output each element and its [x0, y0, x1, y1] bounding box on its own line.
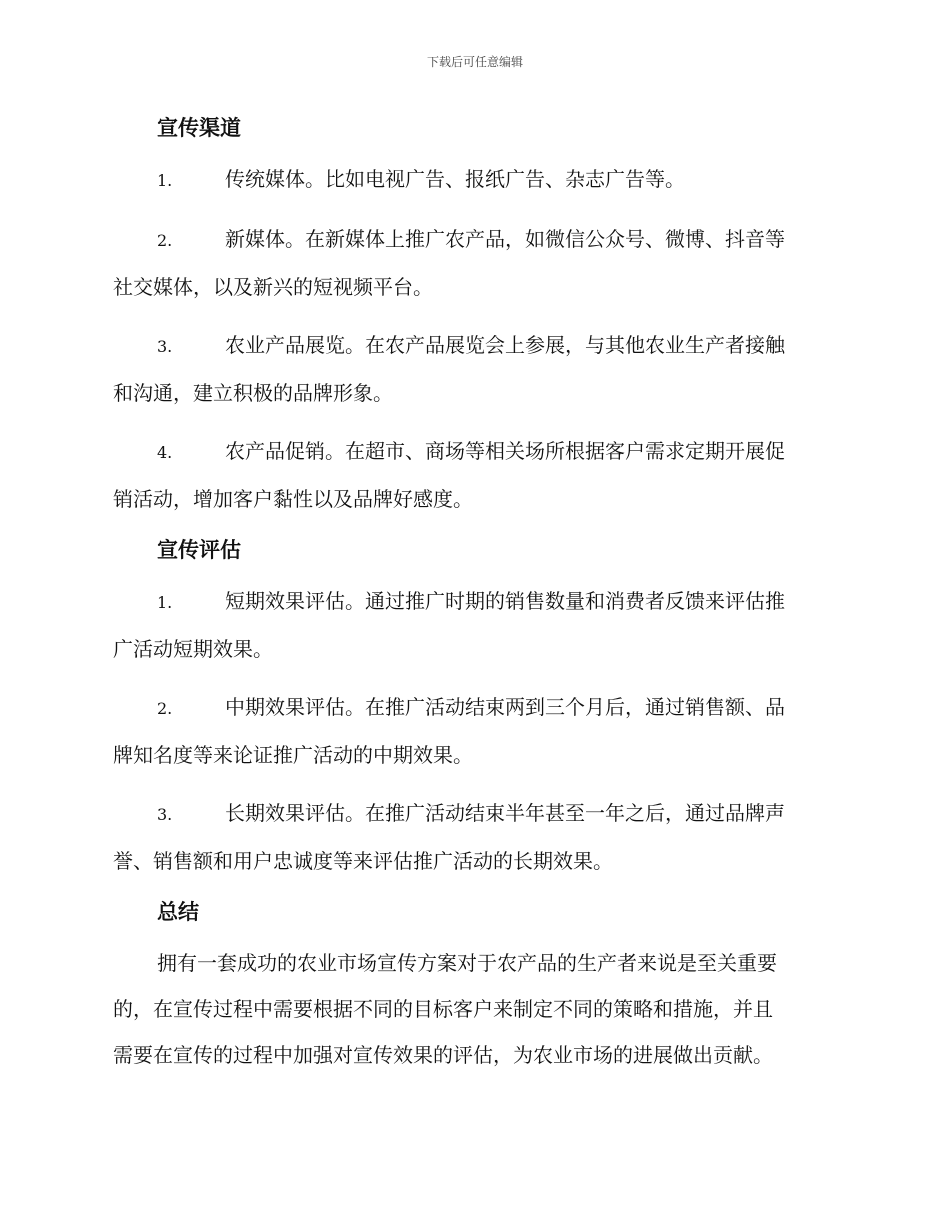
list-text-continuation: 牌知名度等来论证推广活动的中期效果。 [113, 743, 473, 767]
list-number: 4. [157, 443, 173, 462]
list-text-continuation: 和沟通，建立积极的品牌形象。 [113, 381, 393, 405]
list-text: 长期效果评估。在推广活动结束半年甚至一年之后，通过品牌声 [225, 801, 785, 825]
summary-line: 的，在宣传过程中需要根据不同的目标客户来制定不同的策略和措施，并且 [113, 997, 773, 1021]
list-item [113, 322, 838, 370]
summary-line: 需要在宣传的过程中加强对宣传效果的评估，为农业市场的进展做出贡献。 [113, 1043, 773, 1067]
list-text-continuation: 誉、销售额和用户忠诚度等来评估推广活动的长期效果。 [113, 849, 613, 873]
list-number: 3. [157, 805, 173, 824]
list-number: 3. [157, 337, 173, 356]
summary-line: 拥有一套成功的农业市场宣传方案对于农产品的生产者来说是至关重要 [157, 951, 777, 975]
list-text: 农产品促销。在超市、商场等相关场所根据客户需求定期开展促 [225, 439, 785, 463]
list-text-continuation: 销活动，增加客户黏性以及品牌好感度。 [113, 487, 473, 511]
list-number: 1. [157, 593, 173, 612]
list-number: 2. [157, 231, 173, 250]
section-title-evaluation: 宣传评估 [157, 537, 241, 562]
list-item [113, 578, 838, 626]
list-number: 1. [157, 171, 173, 190]
list-text: 中期效果评估。在推广活动结束两到三个月后，通过销售额、品 [225, 695, 785, 719]
list-item [113, 428, 838, 476]
list-item [113, 216, 838, 264]
list-number: 2. [157, 699, 173, 718]
list-item [113, 684, 838, 732]
page-header: 下载后可任意编辑 [426, 55, 523, 69]
section-title-summary: 总结 [157, 899, 199, 924]
list-item [113, 156, 838, 204]
list-text: 农业产品展览。在农产品展览会上参展，与其他农业生产者接触 [225, 333, 785, 357]
list-text-continuation: 广活动短期效果。 [113, 637, 273, 661]
list-text: 传统媒体。比如电视广告、报纸广告、杂志广告等。 [225, 167, 685, 191]
document-body [113, 108, 838, 1078]
list-item [113, 790, 838, 838]
section-title-channels: 宣传渠道 [157, 115, 241, 140]
list-text-continuation: 社交媒体，以及新兴的短视频平台。 [113, 275, 433, 299]
list-text: 新媒体。在新媒体上推广农产品，如微信公众号、微博、抖音等 [225, 227, 785, 251]
list-text: 短期效果评估。通过推广时期的销售数量和消费者反馈来评估推 [225, 589, 785, 613]
